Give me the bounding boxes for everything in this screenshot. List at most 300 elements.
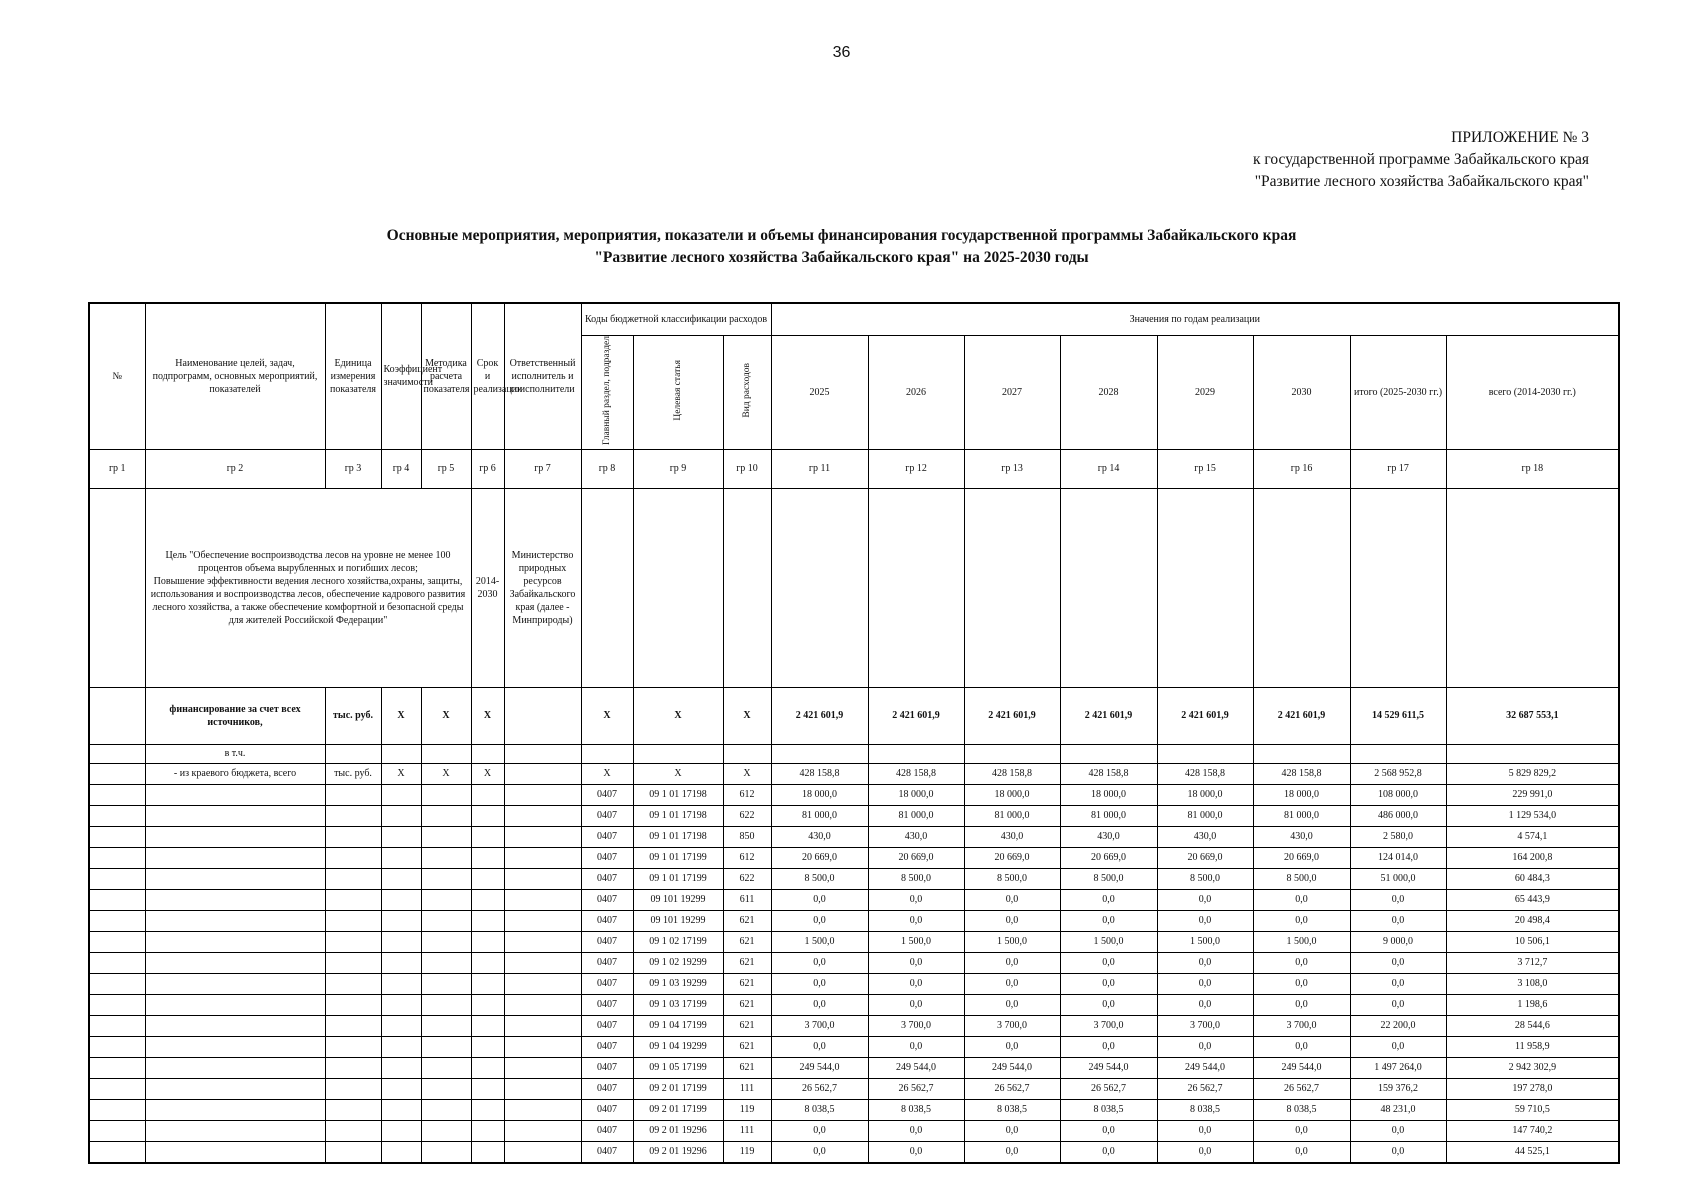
code-vid-cell: 621 <box>723 994 771 1015</box>
value-cell: 108 000,0 <box>1350 784 1446 805</box>
empty-cell <box>325 889 381 910</box>
table-row <box>89 868 1619 889</box>
empty-cell <box>471 1141 504 1163</box>
code-razdel-cell: 0407 <box>581 952 633 973</box>
empty-cell <box>471 805 504 826</box>
value-cell: 81 000,0 <box>1253 805 1350 826</box>
value-cell: 0,0 <box>964 889 1060 910</box>
table-row <box>89 994 1619 1015</box>
empty-cell <box>145 784 325 805</box>
empty-cell <box>145 1057 325 1078</box>
value-cell: 48 231,0 <box>1350 1099 1446 1120</box>
code-razdel-cell: 0407 <box>581 847 633 868</box>
header-code-vid-text: Вид расходов <box>741 363 752 418</box>
value-cell: 0,0 <box>964 952 1060 973</box>
column-number-cell: гр 12 <box>868 449 964 488</box>
code-razdel-cell: 0407 <box>581 1036 633 1057</box>
empty-cell <box>471 952 504 973</box>
empty-cell <box>145 889 325 910</box>
value-cell: 249 544,0 <box>1253 1057 1350 1078</box>
empty-cell <box>381 1099 421 1120</box>
empty-cell <box>381 744 421 763</box>
empty-cell <box>89 931 145 952</box>
code-vid-cell: 621 <box>723 1036 771 1057</box>
empty-cell <box>1157 488 1253 687</box>
empty-cell <box>325 805 381 826</box>
value-cell: 0,0 <box>1253 1036 1350 1057</box>
code-statya-cell: 09 101 19299 <box>633 910 723 931</box>
header-year-2028: 2028 <box>1060 336 1157 450</box>
empty-cell <box>1060 488 1157 687</box>
empty-cell <box>325 847 381 868</box>
empty-cell <box>633 488 723 687</box>
empty-cell <box>381 847 421 868</box>
value-cell: 3 700,0 <box>868 1015 964 1036</box>
appendix-line-2: к государственной программе Забайкальского края <box>1253 151 1589 168</box>
empty-cell <box>325 952 381 973</box>
value-cell: 430,0 <box>1253 826 1350 847</box>
empty-cell <box>381 826 421 847</box>
code-statya-cell: 09 1 04 19299 <box>633 1036 723 1057</box>
empty-cell <box>89 805 145 826</box>
table-row <box>89 1057 1619 1078</box>
value-cell: 0,0 <box>1350 973 1446 994</box>
code-vid-cell: 621 <box>723 931 771 952</box>
value-cell: 8 500,0 <box>964 868 1060 889</box>
code-vid-cell: 850 <box>723 826 771 847</box>
code-vid-cell: 621 <box>723 910 771 931</box>
value-cell: 81 000,0 <box>771 805 868 826</box>
financing-x: Х <box>581 687 633 744</box>
value-cell: 10 506,1 <box>1446 931 1619 952</box>
empty-cell <box>145 910 325 931</box>
column-number-cell: гр 4 <box>381 449 421 488</box>
empty-cell <box>421 1120 471 1141</box>
value-cell: 0,0 <box>964 994 1060 1015</box>
value-cell: 0,0 <box>1253 952 1350 973</box>
value-cell: 44 525,1 <box>1446 1141 1619 1163</box>
value-cell: 26 562,7 <box>964 1078 1060 1099</box>
table-row <box>89 1120 1619 1141</box>
value-cell: 26 562,7 <box>1060 1078 1157 1099</box>
financing-value: 2 421 601,9 <box>1157 687 1253 744</box>
value-cell: 51 000,0 <box>1350 868 1446 889</box>
empty-cell <box>89 952 145 973</box>
financing-value: 2 421 601,9 <box>1060 687 1157 744</box>
empty-cell <box>89 1036 145 1057</box>
value-cell: 0,0 <box>771 994 868 1015</box>
code-vid-cell: 119 <box>723 1141 771 1163</box>
code-vid-cell: 111 <box>723 1120 771 1141</box>
page-number: 36 <box>832 44 851 61</box>
column-number-cell: гр 10 <box>723 449 771 488</box>
empty-cell <box>421 931 471 952</box>
empty-cell <box>89 847 145 868</box>
value-cell: 2 942 302,9 <box>1446 1057 1619 1078</box>
empty-cell <box>421 744 471 763</box>
value-cell: 0,0 <box>1350 1141 1446 1163</box>
empty-cell <box>325 1015 381 1036</box>
title-line-2: "Развитие лесного хозяйства Забайкальского края" на 2025-2030 годы <box>594 249 1089 266</box>
empty-cell <box>504 805 581 826</box>
value-cell: 20 669,0 <box>1157 847 1253 868</box>
value-cell: 0,0 <box>771 1141 868 1163</box>
empty-cell <box>325 868 381 889</box>
table-row <box>89 952 1619 973</box>
empty-cell <box>421 994 471 1015</box>
financing-x: Х <box>381 687 421 744</box>
value-cell: 0,0 <box>1157 973 1253 994</box>
empty-cell <box>89 744 145 763</box>
value-cell: 11 958,9 <box>1446 1036 1619 1057</box>
value-cell: 164 200,8 <box>1446 847 1619 868</box>
empty-cell <box>421 1141 471 1163</box>
empty-cell <box>381 910 421 931</box>
value-cell: 65 443,9 <box>1446 889 1619 910</box>
code-razdel-cell: 0407 <box>581 1099 633 1120</box>
empty-cell <box>381 805 421 826</box>
empty-cell <box>145 847 325 868</box>
empty-cell <box>504 1120 581 1141</box>
code-statya-cell: 09 2 01 19296 <box>633 1120 723 1141</box>
empty-cell <box>325 784 381 805</box>
column-number-cell: гр 3 <box>325 449 381 488</box>
value-cell: 1 198,6 <box>1446 994 1619 1015</box>
financing-value: 2 421 601,9 <box>964 687 1060 744</box>
empty-cell <box>381 889 421 910</box>
empty-cell <box>471 889 504 910</box>
value-cell: 0,0 <box>1253 1120 1350 1141</box>
empty-cell <box>1253 744 1350 763</box>
column-number-cell: гр 15 <box>1157 449 1253 488</box>
code-statya-cell: 09 2 01 17199 <box>633 1078 723 1099</box>
value-cell: 249 544,0 <box>1157 1057 1253 1078</box>
value-cell: 0,0 <box>1060 1141 1157 1163</box>
table-row <box>89 931 1619 952</box>
value-cell: 18 000,0 <box>868 784 964 805</box>
empty-cell <box>471 744 504 763</box>
financing-x: Х <box>421 687 471 744</box>
empty-cell <box>325 910 381 931</box>
value-cell: 249 544,0 <box>1060 1057 1157 1078</box>
empty-cell <box>145 931 325 952</box>
code-statya-cell: 09 101 19299 <box>633 889 723 910</box>
code-statya-cell: 09 1 03 17199 <box>633 994 723 1015</box>
code-vid-cell: 621 <box>723 1057 771 1078</box>
financing-x: Х <box>471 687 504 744</box>
empty-cell <box>145 973 325 994</box>
code-vid-cell: 621 <box>723 952 771 973</box>
column-number-cell: гр 1 <box>89 449 145 488</box>
value-cell: 8 038,5 <box>1157 1099 1253 1120</box>
goal-row <box>89 488 1619 687</box>
empty-cell <box>1157 744 1253 763</box>
table-row <box>89 1078 1619 1099</box>
header-code-vid <box>723 336 771 450</box>
empty-cell <box>145 1120 325 1141</box>
value-cell: 159 376,2 <box>1350 1078 1446 1099</box>
value-cell: 0,0 <box>868 910 964 931</box>
goal-text-2: Повышение эффективности ведения лесного хозяйства,охраны, защиты, использования и воспроизводства лесов, обеспечение кадрового развития лесного хозяйства, а также обеспечение комфортной и безопасной среды для жителей Российской Федерации" <box>150 575 466 626</box>
column-number-cell: гр 2 <box>145 449 325 488</box>
empty-cell <box>89 994 145 1015</box>
value-cell: 26 562,7 <box>1157 1078 1253 1099</box>
table-row <box>89 1099 1619 1120</box>
empty-cell <box>421 1078 471 1099</box>
table-row <box>89 889 1619 910</box>
value-cell: 1 500,0 <box>1157 931 1253 952</box>
empty-cell <box>964 744 1060 763</box>
empty-cell <box>504 784 581 805</box>
empty-cell <box>89 889 145 910</box>
empty-cell <box>145 1036 325 1057</box>
empty-cell <box>325 973 381 994</box>
value-cell: 20 498,4 <box>1446 910 1619 931</box>
code-vid-cell: 611 <box>723 889 771 910</box>
value-cell: 0,0 <box>964 1141 1060 1163</box>
column-number-cell: гр 18 <box>1446 449 1619 488</box>
financing-value: 32 687 553,1 <box>1446 687 1619 744</box>
empty-cell <box>145 1078 325 1099</box>
empty-cell <box>471 826 504 847</box>
table-row <box>89 1036 1619 1057</box>
table-row <box>89 826 1619 847</box>
value-cell: 0,0 <box>771 973 868 994</box>
empty-cell <box>89 1078 145 1099</box>
regional-x: Х <box>633 763 723 784</box>
value-cell: 0,0 <box>1157 889 1253 910</box>
value-cell: 0,0 <box>868 1036 964 1057</box>
header-code-razdel <box>581 336 633 450</box>
value-cell: 81 000,0 <box>1060 805 1157 826</box>
empty-cell <box>504 763 581 784</box>
value-cell: 430,0 <box>1157 826 1253 847</box>
empty-cell <box>89 687 145 744</box>
value-cell: 0,0 <box>1060 889 1157 910</box>
code-vid-cell: 111 <box>723 1078 771 1099</box>
header-responsible: Ответственный исполнитель и соисполнители <box>504 303 581 449</box>
value-cell: 0,0 <box>964 973 1060 994</box>
empty-cell <box>421 784 471 805</box>
value-cell: 1 497 264,0 <box>1350 1057 1446 1078</box>
document-title <box>0 225 1683 269</box>
value-cell: 20 669,0 <box>964 847 1060 868</box>
empty-cell <box>581 744 633 763</box>
value-cell: 26 562,7 <box>771 1078 868 1099</box>
value-cell: 60 484,3 <box>1446 868 1619 889</box>
code-vid-cell: 621 <box>723 1015 771 1036</box>
empty-cell <box>145 994 325 1015</box>
value-cell: 26 562,7 <box>1253 1078 1350 1099</box>
code-razdel-cell: 0407 <box>581 784 633 805</box>
empty-cell <box>89 1141 145 1163</box>
value-cell: 0,0 <box>964 1036 1060 1057</box>
empty-cell <box>1253 488 1350 687</box>
code-razdel-cell: 0407 <box>581 1120 633 1141</box>
empty-cell <box>504 952 581 973</box>
empty-cell <box>421 847 471 868</box>
value-cell: 0,0 <box>1157 1141 1253 1163</box>
value-cell: 0,0 <box>868 1141 964 1163</box>
code-statya-cell: 09 2 01 19296 <box>633 1141 723 1163</box>
value-cell: 249 544,0 <box>771 1057 868 1078</box>
empty-cell <box>381 1141 421 1163</box>
empty-cell <box>145 1015 325 1036</box>
table-row <box>89 910 1619 931</box>
code-razdel-cell: 0407 <box>581 868 633 889</box>
empty-cell <box>421 910 471 931</box>
value-cell: 3 700,0 <box>1157 1015 1253 1036</box>
regional-value: 428 158,8 <box>964 763 1060 784</box>
empty-cell <box>381 1078 421 1099</box>
value-cell: 59 710,5 <box>1446 1099 1619 1120</box>
value-cell: 0,0 <box>1350 910 1446 931</box>
code-statya-cell: 09 1 03 19299 <box>633 973 723 994</box>
empty-cell <box>504 1078 581 1099</box>
empty-cell <box>325 931 381 952</box>
empty-cell <box>421 868 471 889</box>
empty-cell <box>504 910 581 931</box>
column-number-cell: гр 5 <box>421 449 471 488</box>
value-cell: 28 544,6 <box>1446 1015 1619 1036</box>
value-cell: 81 000,0 <box>868 805 964 826</box>
empty-cell <box>471 1057 504 1078</box>
header-total-all: всего (2014-2030 гг.) <box>1446 336 1619 450</box>
empty-cell <box>504 1015 581 1036</box>
empty-cell <box>471 784 504 805</box>
value-cell: 20 669,0 <box>1060 847 1157 868</box>
empty-cell <box>1446 488 1619 687</box>
empty-cell <box>89 1099 145 1120</box>
regional-x: Х <box>723 763 771 784</box>
header-unit: Единица измерения показателя <box>325 303 381 449</box>
value-cell: 0,0 <box>868 952 964 973</box>
header-no: № <box>89 303 145 449</box>
empty-cell <box>504 1057 581 1078</box>
title-line-1: Основные мероприятия, мероприятия, показатели и объемы финансирования государственной программы Забайкальского края <box>386 227 1297 244</box>
goal-no <box>89 488 145 687</box>
goal-term: 2014-2030 <box>471 488 504 687</box>
regional-x: Х <box>381 763 421 784</box>
value-cell: 0,0 <box>1060 973 1157 994</box>
header-year-2030: 2030 <box>1253 336 1350 450</box>
empty-cell <box>633 744 723 763</box>
empty-cell <box>421 805 471 826</box>
value-cell: 20 669,0 <box>1253 847 1350 868</box>
value-cell: 0,0 <box>1350 994 1446 1015</box>
regional-budget-row <box>89 763 1619 784</box>
value-cell: 0,0 <box>1060 952 1157 973</box>
code-vid-cell: 622 <box>723 805 771 826</box>
empty-cell <box>504 889 581 910</box>
header-term: Срок и реализации <box>471 303 504 449</box>
value-cell: 1 129 534,0 <box>1446 805 1619 826</box>
empty-cell <box>381 1015 421 1036</box>
value-cell: 0,0 <box>964 910 1060 931</box>
empty-cell <box>421 826 471 847</box>
value-cell: 18 000,0 <box>1253 784 1350 805</box>
empty-cell <box>964 488 1060 687</box>
empty-cell <box>868 488 964 687</box>
value-cell: 0,0 <box>1350 1036 1446 1057</box>
empty-cell <box>581 488 633 687</box>
value-cell: 81 000,0 <box>1157 805 1253 826</box>
empty-cell <box>1350 488 1446 687</box>
header-year-2026: 2026 <box>868 336 964 450</box>
value-cell: 0,0 <box>1060 994 1157 1015</box>
empty-cell <box>325 1057 381 1078</box>
value-cell: 0,0 <box>1060 1036 1157 1057</box>
code-statya-cell: 09 1 05 17199 <box>633 1057 723 1078</box>
empty-cell <box>145 868 325 889</box>
column-number-cell: гр 14 <box>1060 449 1157 488</box>
including-row <box>89 744 1619 763</box>
value-cell: 249 544,0 <box>868 1057 964 1078</box>
value-cell: 0,0 <box>868 973 964 994</box>
value-cell: 0,0 <box>1253 973 1350 994</box>
empty-cell <box>145 1141 325 1163</box>
value-cell: 8 500,0 <box>868 868 964 889</box>
empty-cell <box>421 1036 471 1057</box>
value-cell: 1 500,0 <box>1060 931 1157 952</box>
empty-cell <box>145 952 325 973</box>
empty-cell <box>89 826 145 847</box>
header-code-statya-text: Целевая статья <box>672 360 683 421</box>
empty-cell <box>471 973 504 994</box>
column-number-cell: гр 7 <box>504 449 581 488</box>
regional-unit: тыс. руб. <box>325 763 381 784</box>
value-cell: 8 500,0 <box>1253 868 1350 889</box>
code-statya-cell: 09 1 01 17199 <box>633 847 723 868</box>
empty-cell <box>381 931 421 952</box>
header-method: Методика расчета показателя <box>421 303 471 449</box>
value-cell: 0,0 <box>1253 889 1350 910</box>
empty-cell <box>471 1036 504 1057</box>
code-statya-cell: 09 1 01 17198 <box>633 784 723 805</box>
empty-cell <box>504 868 581 889</box>
empty-cell <box>504 744 581 763</box>
table-row <box>89 805 1619 826</box>
header-code-razdel-text: Главный раздел, подраздел <box>601 336 612 445</box>
code-razdel-cell: 0407 <box>581 826 633 847</box>
code-razdel-cell: 0407 <box>581 910 633 931</box>
column-number-cell: гр 8 <box>581 449 633 488</box>
empty-cell <box>471 1078 504 1099</box>
appendix-line-3: "Развитие лесного хозяйства Забайкальского края" <box>1254 173 1589 190</box>
value-cell: 18 000,0 <box>1157 784 1253 805</box>
value-cell: 0,0 <box>771 910 868 931</box>
empty-cell <box>504 973 581 994</box>
code-statya-cell: 09 1 01 17199 <box>633 868 723 889</box>
empty-cell <box>89 1015 145 1036</box>
empty-cell <box>89 973 145 994</box>
value-cell: 8 038,5 <box>1253 1099 1350 1120</box>
value-cell: 8 038,5 <box>868 1099 964 1120</box>
empty-cell <box>471 994 504 1015</box>
value-cell: 8 500,0 <box>771 868 868 889</box>
value-cell: 9 000,0 <box>1350 931 1446 952</box>
empty-cell <box>145 1099 325 1120</box>
financing-total-row <box>89 687 1619 744</box>
header-total-period: итого (2025-2030 гг.) <box>1350 336 1446 450</box>
empty-cell <box>325 994 381 1015</box>
empty-cell <box>504 931 581 952</box>
empty-cell <box>504 826 581 847</box>
value-cell: 0,0 <box>1350 1120 1446 1141</box>
value-cell: 0,0 <box>1060 910 1157 931</box>
column-number-cell: гр 17 <box>1350 449 1446 488</box>
code-vid-cell: 621 <box>723 973 771 994</box>
